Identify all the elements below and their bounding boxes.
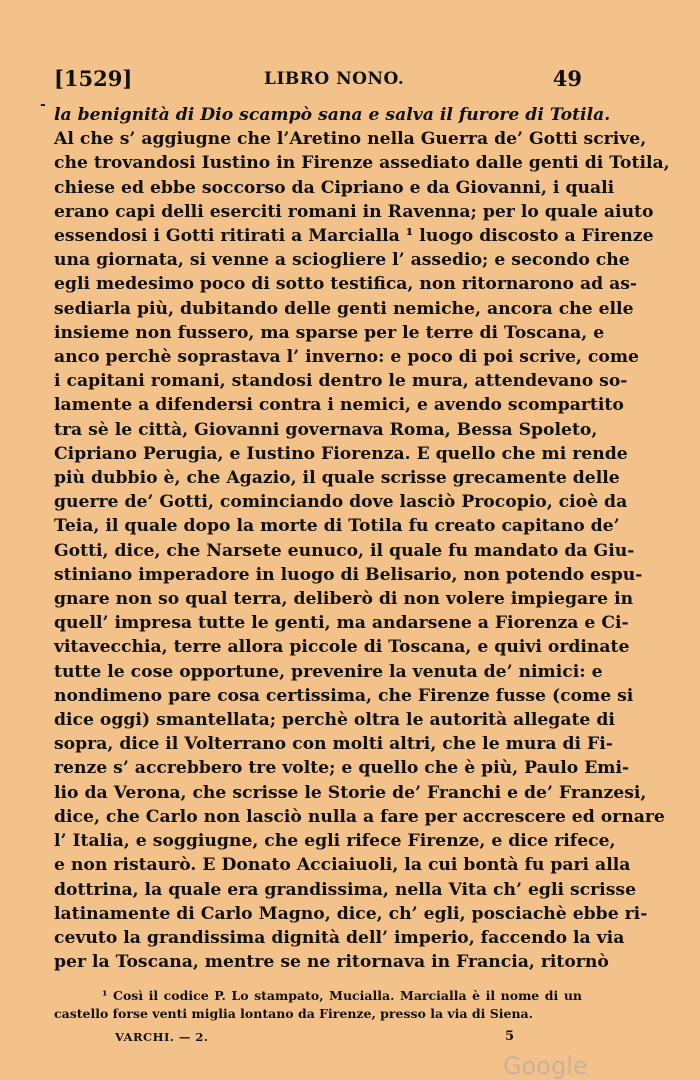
text-line: egli medesimo poco di sotto testifica, non ritornarono ad as- (54, 274, 638, 295)
text-line: tra sè le città, Giovanni governava Roma, Bessa Spoleto, (54, 419, 598, 440)
text-line: sediarla più, dubitando delle genti nemiche, ancora che elle (54, 298, 634, 319)
text-line: tutte le cose opportune, prevenire la venuta de’ nimici: e (54, 661, 603, 682)
text-line: nondimeno pare cosa certissima, che Firenze fusse (come si (54, 685, 634, 706)
text-line: lamente a difendersi contra i nemici, e avendo scompartito (54, 395, 624, 416)
text-line: chiese ed ebbe soccorso da Cipriano e da Giovanni, i quali (54, 177, 615, 198)
text-line: quell’ impresa tutte le genti, ma andarsene a Fiorenza e Ci- (54, 613, 629, 634)
text-line: gnare non so qual terra, deliberò di non volere impiegare in (54, 589, 634, 610)
page-number: 49 (552, 66, 582, 91)
text-line: e non ristaurò. E Donato Acciaiuoli, la cui bontà fu pari alla (54, 855, 631, 876)
text-line: insieme non fussero, ma sparse per le terre di Toscana, e (54, 322, 605, 343)
text-line: guerre de’ Gotti, cominciando dove lasciò Procopio, cioè da (54, 492, 628, 513)
footnote-line: ¹ Così il codice P. Lo stampato, Mucialla. Marcialla è il nome di un (102, 988, 582, 1003)
text-line: lio da Verona, che scrisse le Storie de’ Franchi e de’ Franzesi, (54, 782, 647, 803)
header-year: [1529] (54, 66, 133, 91)
text-line: dice oggi) smantellata; perchè oltra le autorità allegate di (54, 710, 615, 731)
text-line: essendosi i Gotti ritirati a Marcialla ¹ luogo discosto a Firenze (54, 226, 654, 247)
running-header (54, 66, 582, 94)
text-line: latinamente di Carlo Magno, dice, ch’ egli, posciachè ebbe ri- (54, 903, 648, 924)
text-line: renze s’ accrebbero tre volte; e quello che è più, Paulo Emi- (54, 758, 630, 779)
text-line: la benignità di Dio scampò sana e salva il furore di Totila. (54, 105, 611, 125)
text-line: erano capi delli eserciti romani in Ravenna; per lo quale aiuto (54, 201, 654, 222)
body-text (54, 103, 670, 974)
text-line: anco perchè soprastava l’ inverno: e poco di poi scrive, come (54, 347, 639, 368)
text-line: Teia, il quale dopo la morte di Totila fu creato capitano de’ (54, 516, 620, 537)
text-line: per la Toscana, mentre se ne ritornava in Francia, ritornò (54, 952, 609, 973)
text-line: cevuto la grandissima dignità dell’ imperio, faccendo la via (54, 927, 625, 948)
signature-mark: VARCHI. — 2. (115, 1030, 209, 1044)
text-line: che trovandosi Iustino in Firenze assediato dalle genti di Totila, (54, 153, 670, 174)
margin-mark: - (40, 97, 46, 113)
text-line: i capitani romani, standosi dentro le mura, attendevano so- (54, 371, 628, 392)
text-line: una giornata, si venne a sciogliere l’ assedio; e secondo che (54, 250, 630, 271)
header-title: LIBRO NONO. (264, 69, 405, 89)
text-line: vitavecchia, terre allora piccole di Toscana, e quivi ordinate (54, 637, 630, 658)
footnote (54, 987, 582, 1023)
text-line: sopra, dice il Volterrano con molti altri, che le mura di Fi- (54, 734, 613, 755)
footnote-line: castello forse venti miglia lontano da Firenze, presso la via di Siena. (54, 1006, 533, 1021)
text-line: Cipriano Perugia, e Iustino Fiorenza. E quello che mi rende (54, 443, 628, 464)
text-line: dottrina, la quale era grandissima, nella Vita ch’ egli scrisse (54, 879, 636, 900)
text-line: l’ Italia, e soggiugne, che egli rifece Firenze, e dice rifece, (54, 831, 616, 852)
text-line: più dubbio è, che Agazio, il quale scrisse grecamente delle (54, 468, 620, 489)
sheet-number: 5 (505, 1029, 515, 1044)
text-line: dice, che Carlo non lasciò nulla a fare per accrescere ed ornare (54, 806, 665, 827)
text-line: stiniano imperadore in luogo di Belisario, non potendo espu- (54, 564, 643, 585)
text-line: Al che s’ aggiugne che l’Aretino nella Guerra de’ Gotti scrive, (54, 129, 647, 150)
watermark: Google (503, 1052, 588, 1080)
text-line: Gotti, dice, che Narsete eunuco, il quale fu mandato da Giu- (54, 540, 635, 561)
